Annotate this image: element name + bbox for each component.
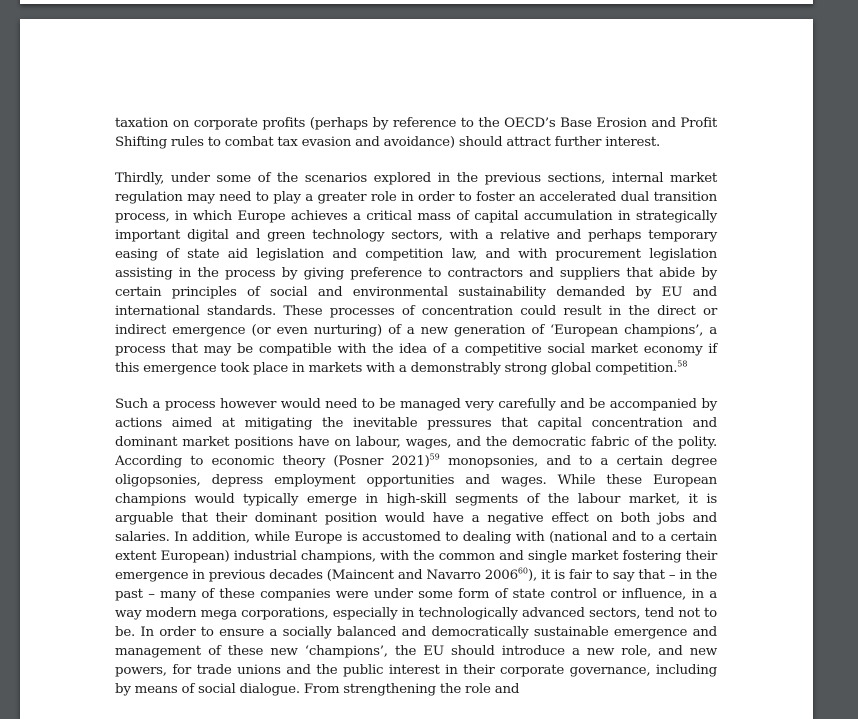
text-segment: taxation on corporate profits (perhaps by reference to the OECD’s Base Erosion and Profit Shifting rules to combat tax evasion and avoidance) should attract further interest. xyxy=(115,116,717,150)
paragraph xyxy=(115,169,717,378)
text-segment: ), it is fair to say that – in the past – many of these companies were under some form of state control or influence, in a way modern mega corporations, especially in technologically advanced sectors, tend not to be. In order to ensure a socially balanced and democratically sustainable emergence and management of these new ‘champions’, the EU should introduce a new role, and new powers, for trade unions and the public interest in their corporate governance, including by means of social dialogue. From strengthening the role and xyxy=(115,568,717,697)
document-page xyxy=(20,19,813,719)
paragraph xyxy=(115,114,717,152)
text-segment: Such a process however would need to be managed very carefully and be accompanied by actions aimed at mitigating the inevitable pressures that capital concentration and dominant market positions have on labour, wages, and the democratic fabric of the polity. According to economic theory (Posner 2021) xyxy=(115,397,717,469)
paragraph xyxy=(115,395,717,699)
footnote-ref[interactable]: 59 xyxy=(429,452,440,462)
previous-page xyxy=(20,0,813,4)
footnote-ref[interactable]: 60 xyxy=(517,566,529,576)
text-segment: monopsonies, and to a certain degree oligopsonies, depress employment opportunities and wages. While these European champions would typically emerge in high-skill segments of the labour market, it is arguable that their dominant position would have a negative effect on both jobs and salaries. In addition, while Europe is accustomed to dealing with (national and to a certain extent European) industrial champions, with the common and single market fostering their emergence in previous decades (Maincent and Navarro 2006 xyxy=(115,454,717,583)
text-segment: Thirdly, under some of the scenarios explored in the previous sections, internal market regulation may need to play a greater role in order to foster an accelerated dual transition process, in which Europe achieves a critical mass of capital accumulation in strategically important digital and green technology sectors, with a relative and perhaps temporary easing of state aid legislation and competition law, and with procurement legislation assisting in the process by giving preference to contractors and suppliers that abide by certain principles of social and environmental sustainability demanded by EU and international standards. These processes of concentration could result in the direct or indirect emergence (or even nurturing) of a new generation of ‘European champions’, a process that may be compatible with the idea of a competitive social market economy if this emergence took place in markets with a demonstrably strong global competition. xyxy=(115,171,717,376)
page-content xyxy=(115,114,717,716)
footnote-ref[interactable]: 58 xyxy=(677,359,688,369)
